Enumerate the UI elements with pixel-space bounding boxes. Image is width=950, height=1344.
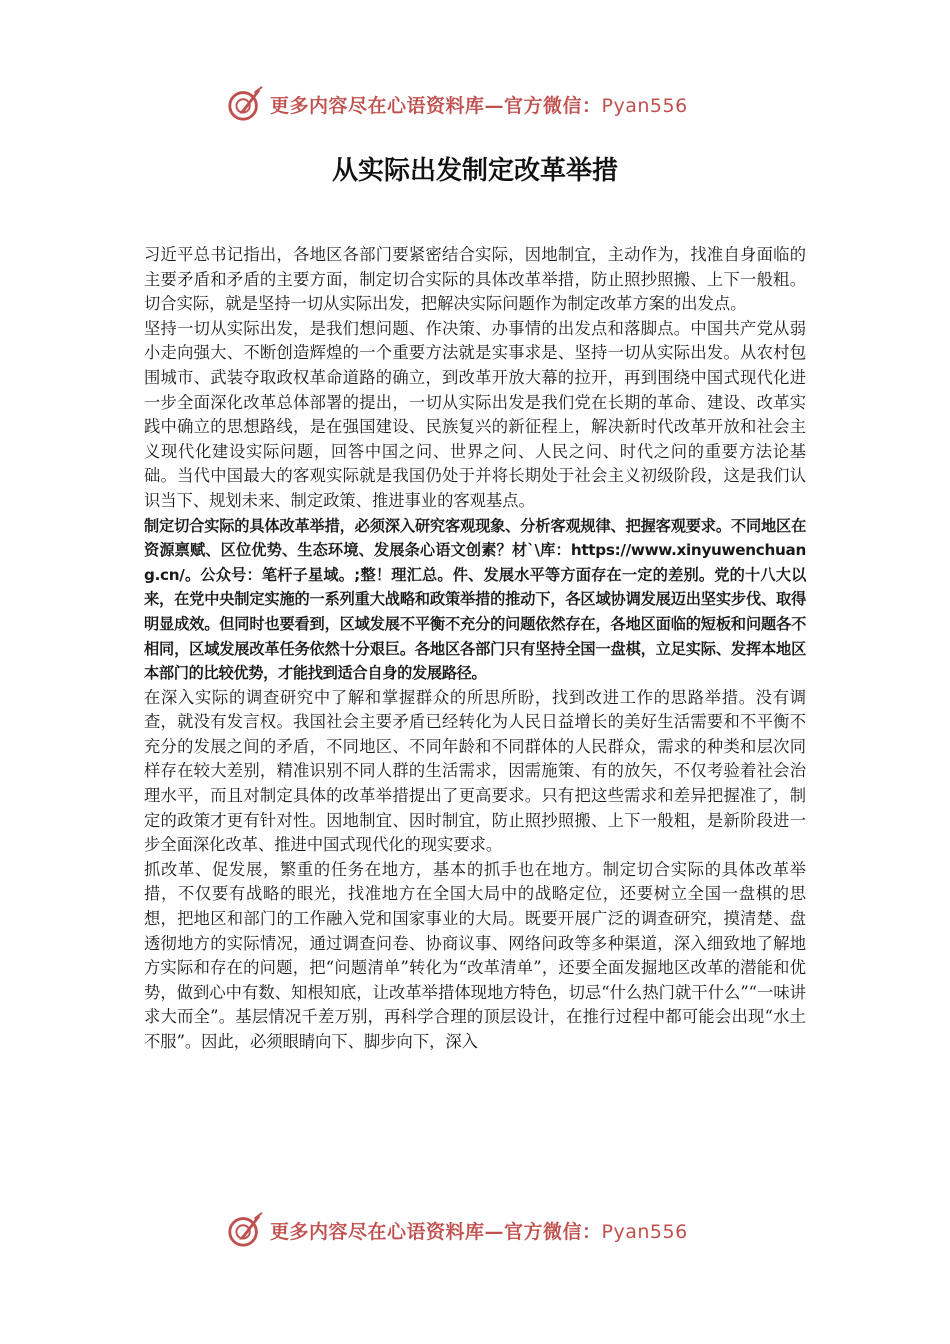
quill-logo-icon [226,85,264,123]
document-body [144,243,806,1055]
document-title: 从实际出发制定改革举措 [331,156,618,186]
banner-brand: Pyan556 [601,1220,688,1243]
banner-text: 更多内容尽在心语资料库—官方微信：Pyan556 [270,94,688,117]
paragraph-1: 习近平总书记指出，各地区各部门要紧密结合实际，因地制宜，主动作为，找准自身面临的主要矛盾和矛盾的主要方面，制定切合实际的具体改革举措，防止照抄照搬、上下一般粗。切合实际，就是坚持一切从实际出发，把解决实际问题作为制定改革方案的出发点。 [144,245,806,314]
quill-logo-icon [226,1211,264,1249]
footer-watermark-banner [226,1210,688,1250]
banner-text: 更多内容尽在心语资料库—官方微信：Pyan556 [270,1220,688,1243]
paragraph-2: 坚持一切从实际出发，是我们想问题、作决策、办事情的出发点和落脚点。中国共产党从弱小走向强大、不断创造辉煌的一个重要方法就是实事求是、坚持一切从实际出发。从农村包围城市、武装夺取政权革命道路的确立，到改革开放大幕的拉开，再到围绕中国式现代化进一步全面深化改革总体部署的提出，一切从实际出发是我们党在长期的革命、建设、改革实践中确立的思想路线，是在强国建设、民族复兴的新征程上，解决新时代改革开放和社会主义现代化建设实际问题，回答中国之问、世界之问、人民之问、时代之问的重要方法论基础。当代中国最大的客观实际就是我国仍处于并将长期处于社会主义初级阶段，这是我们认识当下、规划未来、制定政策、推进事业的客观基点。 [144,318,806,510]
header-watermark-banner [226,84,688,124]
paragraph-5: 抓改革、促发展，繁重的任务在地方，基本的抓手也在地方。制定切合实际的具体改革举措，不仅要有战略的眼光，找准地方在全国大局中的战略定位，还要树立全国一盘棋的思想，把地区和部门的工作融入党和国家事业的大局。既要开展广泛的调查研究，摸清楚、盘透彻地方的实际情况，通过调查问卷、协商议事、网络问政等多种渠道，深入细致地了解地方实际和存在的问题，把“问题清单”转化为“改革清单”，还要全面发掘地区改革的潜能和优势，做到心中有数、知根知底，让改革举措体现地方特色，切忌“什么热门就干什么”“一味讲求大而全”。基层情况千差万别，再科学合理的顶层设计，在推行过程中都可能会出现“水土不服”。因此，必须眼睛向下、脚步向下，深入 [144,859,806,1051]
banner-brand: Pyan556 [601,94,688,117]
paragraph-4: 在深入实际的调查研究中了解和掌握群众的所思所盼，找到改进工作的思路举措。没有调查，就没有发言权。我国社会主要矛盾已经转化为人民日益增长的美好生活需要和不平衡不充分的发展之间的矛盾，不同地区、不同年龄和不同群体的人民群众，需求的种类和层次同样存在较大差别，精准识别不同人群的生活需求，因需施策、有的放矢，不仅考验着社会治理水平，而且对制定具体的改革举措提出了更高要求。只有把这些需求和差异把握准了，制定的政策才更有针对性。因地制宜、因时制宜，防止照抄照搬、上下一般粗，是新阶段进一步全面深化改革、推进中国式现代化的现实要求。 [144,687,806,855]
paragraph-3: 制定切合实际的具体改革举措，必须深入研究客观现象、分析客观规律、把握客观要求。不同地区在资源禀赋、区位优势、生态环境、发展条心语文创素？材`\库：https://www.xinyuwenchuang.cn/。公众号：笔杆子星域。;整！理汇总。件、发展水平等方面存在一定的差别。党的十八大以来，在党中央制定实施的一系列重大战略和政策举措的推动下，各区域协调发展迈出坚实步伐、取得明显成效。但同时也要看到，区域发展不平衡不充分的问题依然存在，各地区面临的短板和问题各不相同，区域发展改革任务依然十分艰巨。各地区各部门只有坚持全国一盘棋，立足实际、发挥本地区本部门的比较优势，才能找到适合自身的发展路径。 [144,516,806,683]
